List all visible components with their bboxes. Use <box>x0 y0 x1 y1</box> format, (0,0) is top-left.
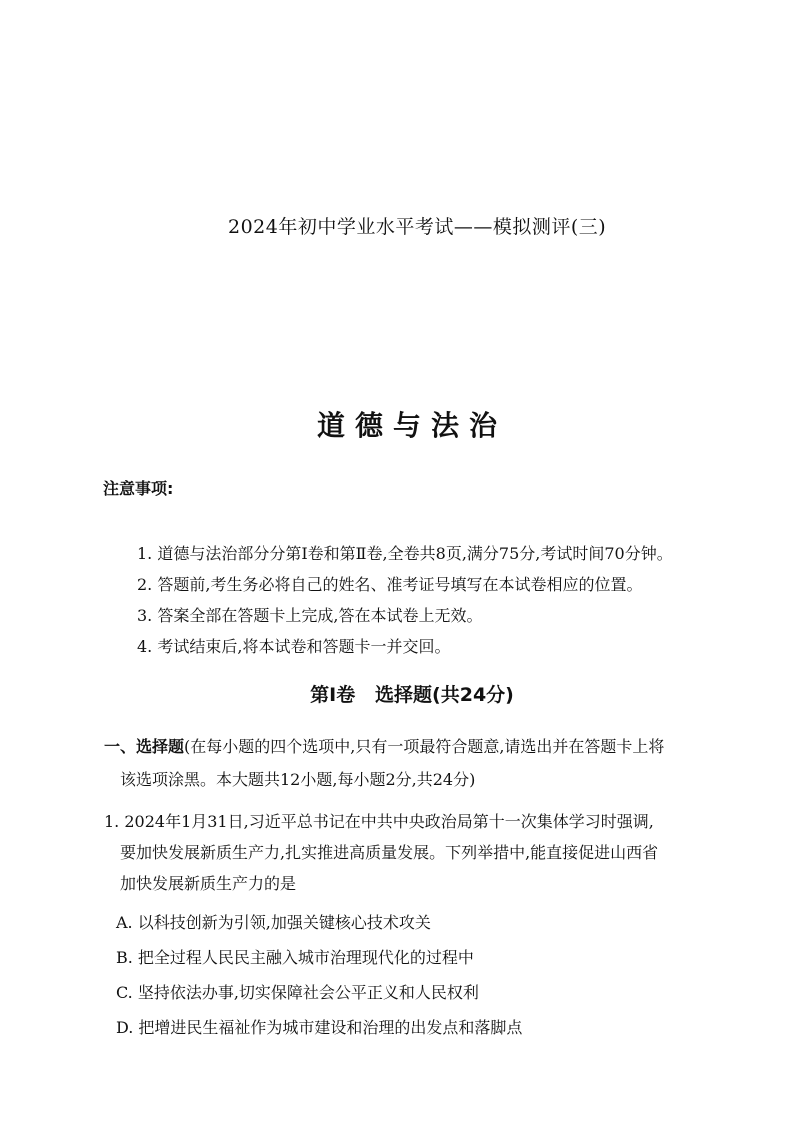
section-title: 第Ⅰ卷 选择题(共24分) <box>310 684 514 706</box>
option-c: C. 坚持依法办事,切实保障社会公平正义和人民权利 <box>116 983 479 1002</box>
question-1 <box>104 806 744 1045</box>
notice-item: 2. 答题前,考生务必将自己的姓名、准考证号填写在本试卷相应的位置。 <box>137 575 643 594</box>
notice-item: 1. 道德与法治部分分第Ⅰ卷和第Ⅱ卷,全卷共8页,满分75分,考试时间70分钟。 <box>137 544 673 563</box>
exam-title: 2024年初中学业水平考试——模拟测评(三) <box>228 216 607 238</box>
instruction-line <box>104 730 744 763</box>
notice-list <box>137 538 673 662</box>
notice-item: 4. 考试结束后,将本试卷和答题卡一并交回。 <box>137 637 451 656</box>
part-instructions <box>104 730 744 796</box>
instruction-line: 该选项涂黑。本大题共12小题,每小题2分,共24分) <box>120 770 476 789</box>
question-stem-line: 加快发展新质生产力的是 <box>120 874 297 893</box>
notice-item: 3. 答案全部在答题卡上完成,答在本试卷上无效。 <box>137 606 483 625</box>
option-b: B. 把全过程人民民主融入城市治理现代化的过程中 <box>116 948 474 967</box>
instruction-text: (在每小题的四个选项中,只有一项最符合题意,请选出并在答题卡上将 <box>184 737 665 756</box>
question-stem-line: 1. 2024年1月31日,习近平总书记在中共中央政治局第十一次集体学习时强调, <box>104 812 654 831</box>
part-label: 一、选择题 <box>104 737 185 756</box>
subject-title: 道德与法治 <box>316 409 507 442</box>
notice-heading: 注意事项: <box>103 479 174 498</box>
option-d: D. 把增进民生福祉作为城市建设和治理的出发点和落脚点 <box>116 1018 523 1037</box>
option-a: A. 以科技创新为引领,加强关键核心技术攻关 <box>116 913 431 932</box>
question-stem-line: 要加快发展新质生产力,扎实推进高质量发展。下列举措中,能直接促进山西省 <box>120 843 659 862</box>
question-options <box>104 905 744 1045</box>
